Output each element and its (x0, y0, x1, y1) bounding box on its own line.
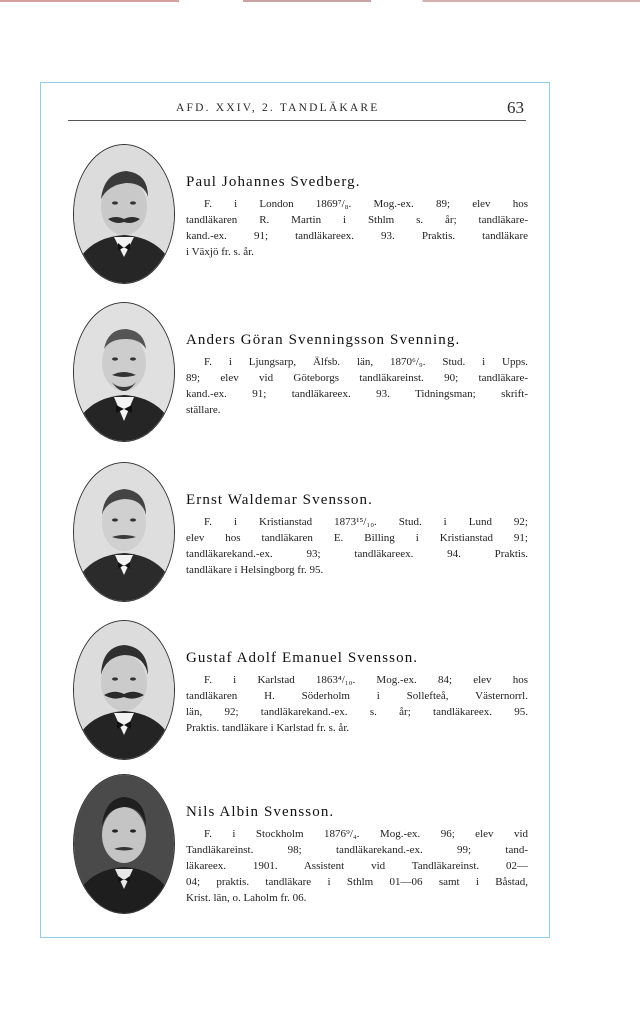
bio-line: F. i London 1869⁷/₈. Mog.-ex. 89; elev hos (204, 198, 528, 210)
bio-line: läkareex. 1901. Assistent vid Tandläkareinst. 02— (186, 860, 528, 872)
scan-edge-line (0, 0, 640, 2)
bio-line: kand.-ex. 91; tandläkareex. 93. Tidningsman; skrift- (186, 388, 528, 400)
bio-line: F. i Kristianstad 1873¹⁵/₁₀. Stud. i Lund 92; (204, 516, 528, 528)
bio-line: F. i Stockholm 1876⁹/₄. Mog.-ex. 96; elev vid (204, 828, 528, 840)
biography-text (186, 672, 528, 736)
portrait-photo (73, 774, 175, 914)
bio-line: tandläkaren H. Söderholm i Sollefteå, Västernorrl. (186, 690, 528, 702)
page-number: 63 (507, 98, 524, 117)
bio-line: ställare. (186, 404, 221, 416)
bio-line: F. i Karlstad 1863⁴/₁₀. Mog.-ex. 84; elev hos (204, 674, 528, 686)
person-name: Ernst Waldemar Svensson. (186, 492, 373, 508)
biography-text (186, 514, 528, 578)
bio-line: i Växjö fr. s. år. (186, 246, 254, 258)
portrait-image (74, 621, 174, 759)
portrait-photo (73, 144, 175, 284)
portrait-image (74, 463, 174, 601)
header-rule (68, 120, 526, 121)
bio-line: kand.-ex. 91; tandläkareex. 93. Praktis. tandläkare (186, 230, 528, 242)
section-title: AFD. XXIV, 2. TANDLÄKARE (176, 102, 380, 114)
bio-line: tandläkarekand.-ex. 93; tandläkareex. 94. Praktis. (186, 548, 528, 560)
portrait-image (74, 775, 174, 913)
bio-line: Krist. län, o. Laholm fr. 06. (186, 892, 307, 904)
bio-line: Tandläkareinst. 98; tandläkarekand.-ex. 99; tand- (186, 844, 528, 856)
bio-line: 04; praktis. tandläkare i Sthlm 01—06 samt i Båstad, (186, 876, 528, 888)
biography-text (186, 354, 528, 418)
bio-line: 89; elev vid Göteborgs tandläkareinst. 90; tandläkare- (186, 372, 528, 384)
bio-line: län, 92; tandläkarekand.-ex. s. år; tandläkareex. 95. (186, 706, 528, 718)
biography-text (186, 826, 528, 906)
bio-line: elev hos tandläkaren E. Billing i Kristianstad 91; (186, 532, 528, 544)
person-name: Nils Albin Svensson. (186, 804, 335, 820)
bio-line: F. i Ljungsarp, Älfsb. län, 1870⁶/₉. Stud. i Upps. (204, 356, 528, 368)
biography-text (186, 196, 528, 260)
bio-line: tandläkaren R. Martin i Sthlm s. år; tandläkare- (186, 214, 528, 226)
bio-line: tandläkare i Helsingborg fr. 95. (186, 564, 324, 576)
portrait-photo (73, 302, 175, 442)
portrait-photo (73, 620, 175, 760)
person-name: Anders Göran Svenningsson Svenning. (186, 332, 461, 348)
person-name: Paul Johannes Svedberg. (186, 174, 361, 190)
bio-line: Praktis. tandläkare i Karlstad fr. s. år. (186, 722, 350, 734)
portrait-image (74, 145, 174, 283)
portrait-image (74, 303, 174, 441)
person-name: Gustaf Adolf Emanuel Svensson. (186, 650, 419, 666)
portrait-photo (73, 462, 175, 602)
running-head (68, 98, 524, 122)
